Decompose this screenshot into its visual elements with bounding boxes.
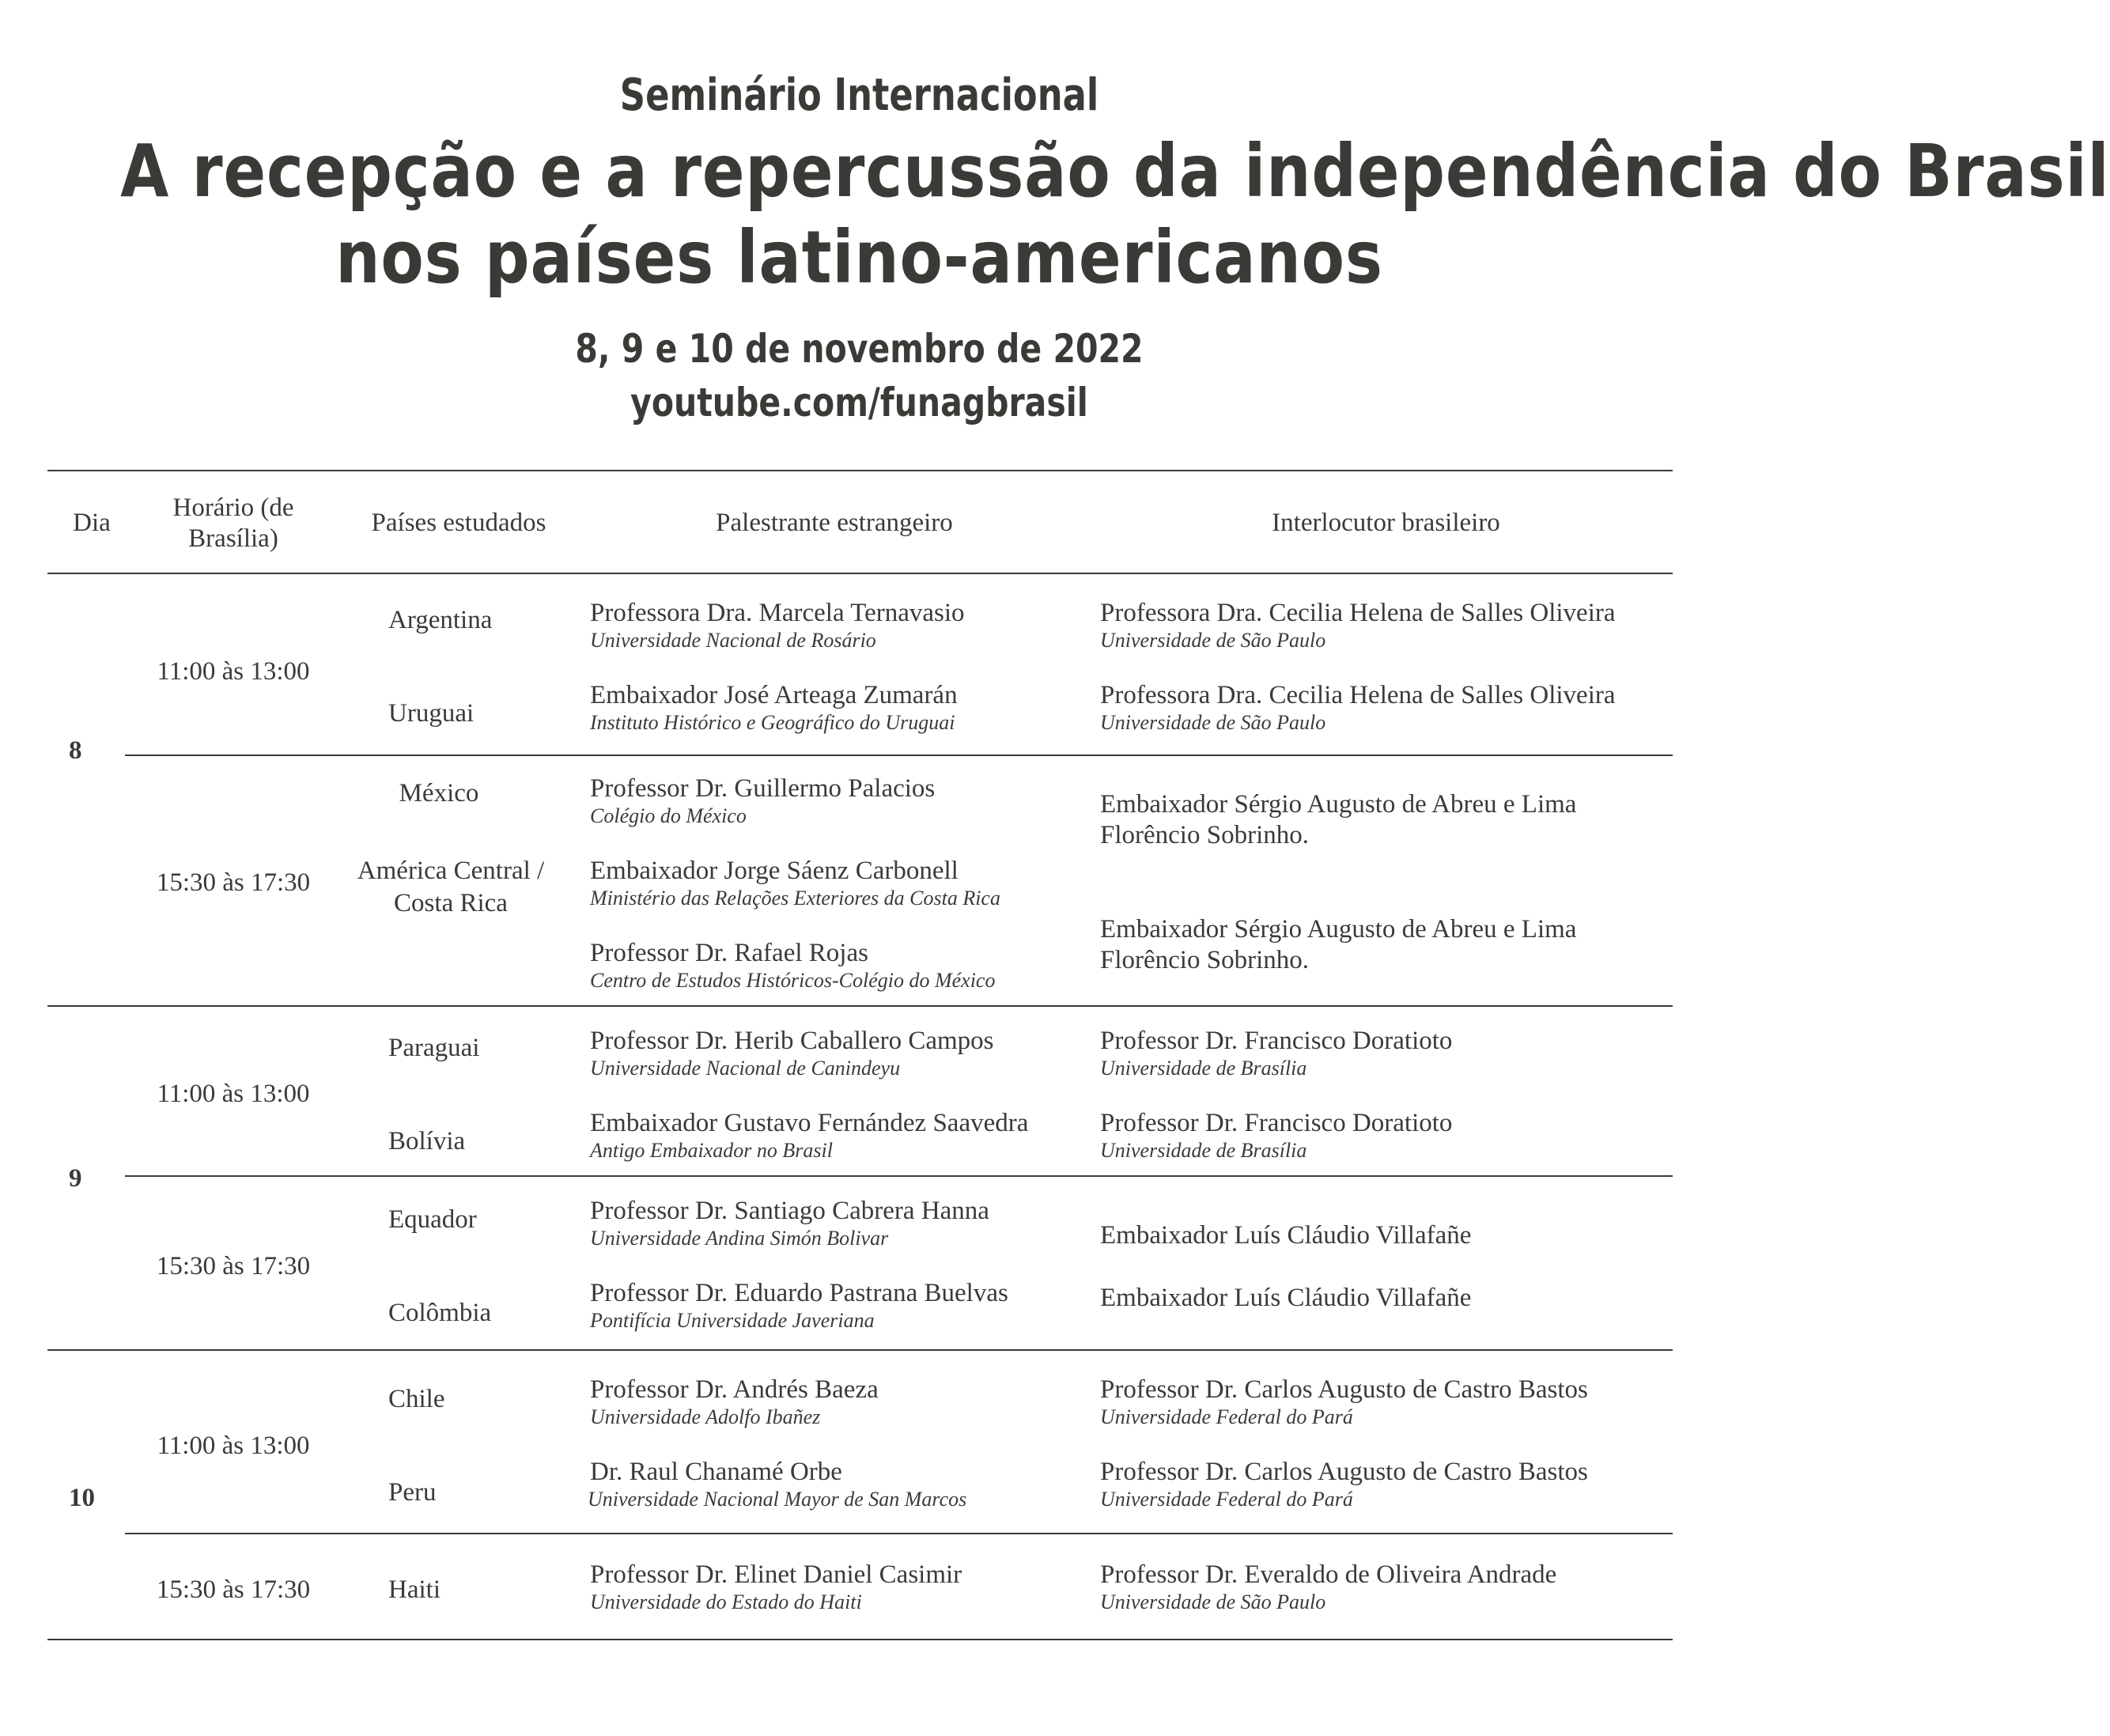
column-header-horario: Brasília)	[188, 524, 278, 553]
interlocutor-name: Professora Dra. Cecilia Helena de Salles Oliveira	[1100, 681, 1616, 709]
column-header-dia: Dia	[73, 509, 111, 537]
interlocutor-name: Embaixador Sérgio Augusto de Abreu e Lima	[1100, 915, 1577, 944]
country: América Central /	[357, 857, 545, 885]
interlocutor-institution: Universidade de Brasília	[1100, 1057, 1307, 1080]
speaker-name: Embaixador Gustavo Fernández Saavedra	[590, 1109, 1029, 1137]
speaker-institution: Ministério das Relações Exteriores da Costa Rica	[590, 887, 1000, 910]
speaker-institution: Antigo Embaixador no Brasil	[590, 1139, 833, 1162]
country: Colômbia	[388, 1299, 492, 1327]
day-label: 10	[69, 1484, 95, 1512]
speaker-institution: Universidade Nacional de Rosário	[590, 629, 876, 652]
youtube-link[interactable]: youtube.com/funagbrasil	[630, 380, 1088, 425]
country: Costa Rica	[394, 889, 508, 917]
speaker-name: Embaixador Jorge Sáenz Carbonell	[590, 857, 959, 885]
time-slot: 11:00 às 13:00	[157, 657, 310, 686]
interlocutor-name: Embaixador Sérgio Augusto de Abreu e Lima	[1100, 790, 1577, 819]
country: Argentina	[388, 606, 493, 634]
interlocutor-name: Professor Dr. Francisco Doratioto	[1100, 1027, 1453, 1055]
speaker-institution: Universidade Adolfo Ibañez	[590, 1405, 821, 1428]
time-slot: 11:00 às 13:00	[157, 1080, 310, 1108]
day-label: 8	[69, 736, 82, 765]
interlocutor-institution: Universidade Federal do Pará	[1100, 1488, 1353, 1511]
speaker-name: Professor Dr. Eduardo Pastrana Buelvas	[590, 1279, 1008, 1307]
speaker-name: Professor Dr. Rafael Rojas	[590, 939, 868, 967]
country: Haiti	[388, 1575, 441, 1604]
column-header-palestrante: Palestrante estrangeiro	[716, 509, 953, 537]
interlocutor-name: Florêncio Sobrinho.	[1100, 821, 1309, 849]
speaker-name: Professor Dr. Santiago Cabrera Hanna	[590, 1197, 989, 1225]
seminar-dates: 8, 9 e 10 de novembro de 2022	[575, 326, 1144, 372]
seminar-title-line-1: A recepção e a repercussão da independência do Brasil	[120, 129, 2110, 214]
speaker-institution: Colégio do México	[590, 804, 747, 827]
country: Chile	[388, 1385, 445, 1413]
speaker-name: Embaixador José Arteaga Zumarán	[590, 681, 958, 709]
interlocutor-name: Professor Dr. Francisco Doratioto	[1100, 1109, 1453, 1137]
table-bottom-rule	[47, 1639, 1673, 1640]
interlocutor-name: Embaixador Luís Cláudio Villafañe	[1100, 1221, 1472, 1250]
interlocutor-name: Embaixador Luís Cláudio Villafañe	[1100, 1284, 1472, 1312]
interlocutor-institution: Universidade de Brasília	[1100, 1139, 1307, 1162]
day-label: 9	[69, 1164, 82, 1193]
day-divider	[47, 1005, 1673, 1007]
speaker-institution: Centro de Estudos Históricos-Colégio do México	[590, 969, 996, 992]
row-divider	[125, 755, 1673, 756]
interlocutor-name: Florêncio Sobrinho.	[1100, 946, 1309, 974]
seminar-title-line-2: nos países latino-americanos	[335, 215, 1383, 300]
header-bottom-rule	[47, 573, 1673, 574]
interlocutor-name: Professor Dr. Carlos Augusto de Castro Bastos	[1100, 1375, 1588, 1404]
speaker-name: Professora Dra. Marcela Ternavasio	[590, 599, 965, 627]
interlocutor-name: Professor Dr. Carlos Augusto de Castro Bastos	[1100, 1458, 1588, 1486]
interlocutor-institution: Universidade de São Paulo	[1100, 1590, 1326, 1613]
speaker-institution: Pontifícia Universidade Javeriana	[590, 1309, 875, 1332]
interlocutor-institution: Universidade de São Paulo	[1100, 629, 1326, 652]
country: México	[399, 779, 479, 807]
interlocutor-institution: Universidade de São Paulo	[1100, 711, 1326, 734]
country: Peru	[388, 1478, 437, 1507]
time-slot: 11:00 às 13:00	[157, 1432, 310, 1460]
speaker-name: Dr. Raul Chanamé Orbe	[590, 1458, 842, 1486]
column-header-paises: Países estudados	[371, 509, 546, 537]
column-header-interlocutor: Interlocutor brasileiro	[1272, 509, 1500, 537]
country: Uruguai	[388, 699, 475, 728]
speaker-name: Professor Dr. Guillermo Palacios	[590, 774, 936, 803]
row-divider	[125, 1175, 1673, 1177]
seminar-subtitle: Seminário Internacional	[619, 70, 1099, 121]
day-divider	[47, 1349, 1673, 1351]
speaker-institution: Universidade do Estado do Haiti	[590, 1590, 862, 1613]
time-slot: 15:30 às 17:30	[156, 1575, 311, 1604]
speaker-institution: Instituto Histórico e Geográfico do Uruguai	[590, 711, 955, 734]
interlocutor-name: Professora Dra. Cecilia Helena de Salles Oliveira	[1100, 599, 1616, 627]
time-slot: 15:30 às 17:30	[156, 1252, 311, 1280]
interlocutor-name: Professor Dr. Everaldo de Oliveira Andrade	[1100, 1560, 1557, 1589]
speaker-name: Professor Dr. Herib Caballero Campos	[590, 1027, 994, 1055]
column-header-horario: Horário (de	[172, 494, 294, 522]
speaker-name: Professor Dr. Elinet Daniel Casimir	[590, 1560, 962, 1589]
speaker-institution: Universidade Nacional de Canindeyu	[590, 1057, 901, 1080]
speaker-name: Professor Dr. Andrés Baeza	[590, 1375, 879, 1404]
time-slot: 15:30 às 17:30	[156, 868, 311, 897]
table-top-rule	[47, 470, 1673, 471]
row-divider	[125, 1533, 1673, 1534]
country: Bolívia	[388, 1127, 466, 1155]
speaker-institution: Universidade Andina Simón Bolivar	[590, 1227, 889, 1250]
country: Paraguai	[388, 1034, 480, 1062]
country: Equador	[388, 1205, 477, 1234]
speaker-institution: Universidade Nacional Mayor de San Marcos	[588, 1488, 967, 1511]
interlocutor-institution: Universidade Federal do Pará	[1100, 1405, 1353, 1428]
